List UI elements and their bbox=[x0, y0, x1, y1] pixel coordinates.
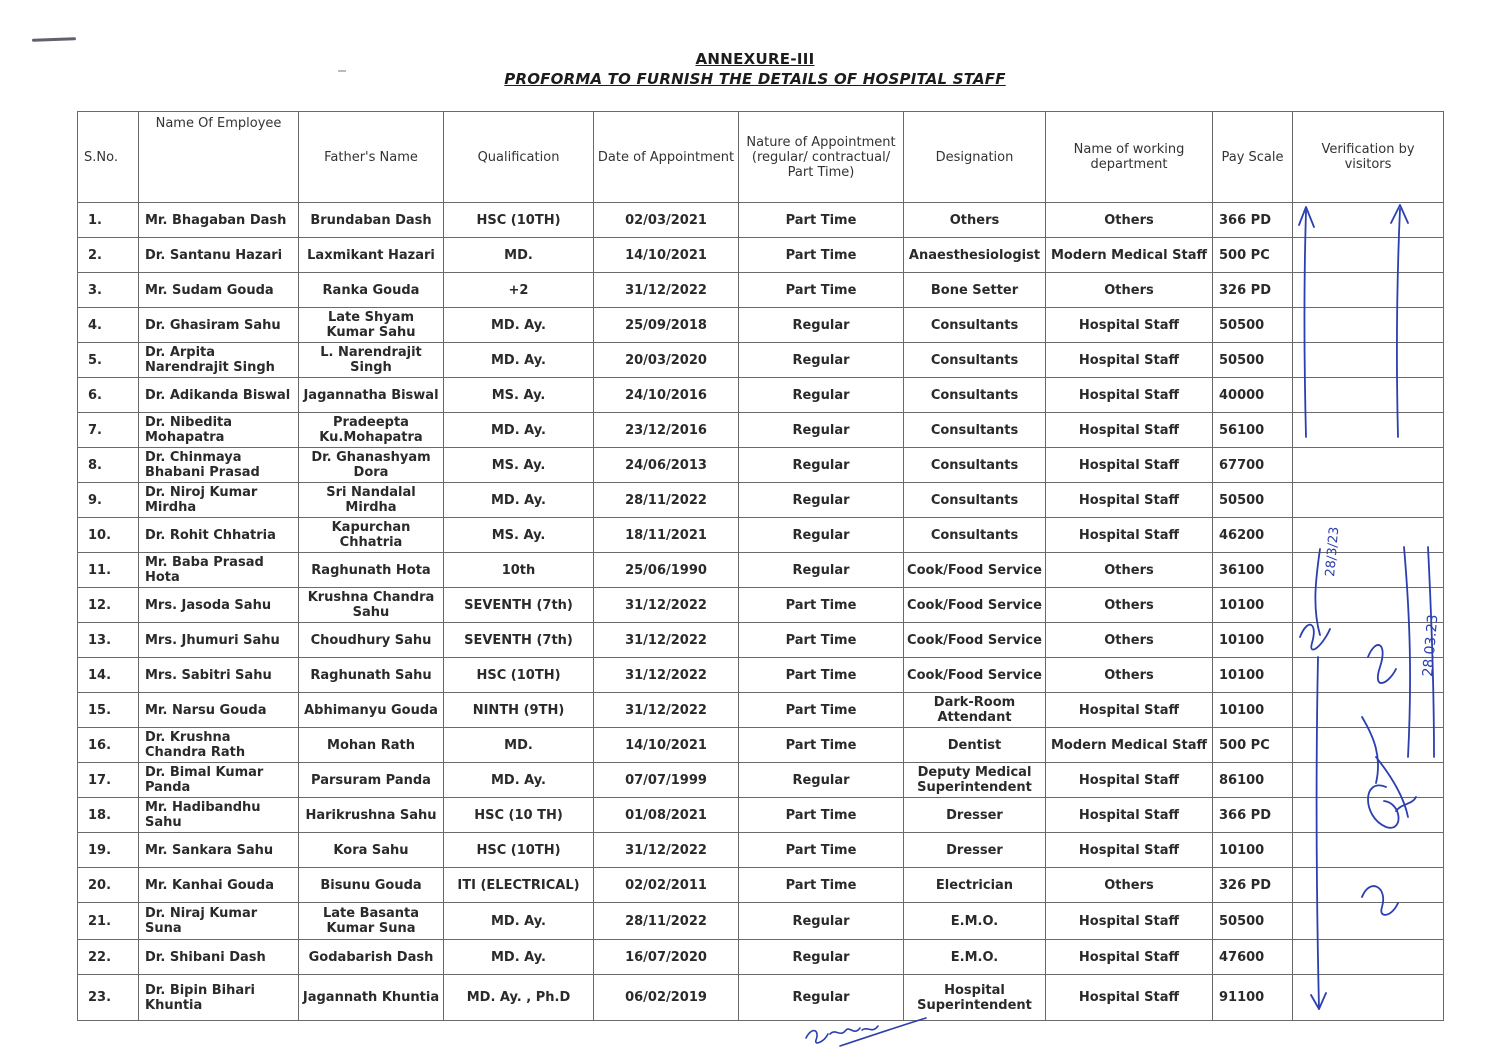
cell-designation: Cook/Food Service bbox=[904, 588, 1046, 623]
cell-pay: 86100 bbox=[1213, 763, 1293, 798]
cell-qualification: NINTH (9TH) bbox=[444, 693, 594, 728]
cell-date: 31/12/2022 bbox=[594, 588, 739, 623]
cell-pay: 36100 bbox=[1213, 553, 1293, 588]
cell-verification bbox=[1293, 238, 1444, 273]
cell-qualification: MD. bbox=[444, 728, 594, 763]
cell-qualification: +2 bbox=[444, 273, 594, 308]
cell-designation: Dresser bbox=[904, 833, 1046, 868]
cell-verification bbox=[1293, 588, 1444, 623]
cell-date: 24/10/2016 bbox=[594, 378, 739, 413]
cell-designation: Hospital Superintendent bbox=[904, 975, 1046, 1021]
cell-pay: 10100 bbox=[1213, 623, 1293, 658]
cell-qualification: HSC (10 TH) bbox=[444, 798, 594, 833]
cell-department: Hospital Staff bbox=[1046, 903, 1213, 940]
cell-designation: Cook/Food Service bbox=[904, 553, 1046, 588]
handwritten-date-2: 28.03.23 bbox=[1420, 613, 1442, 678]
cell-designation: Consultants bbox=[904, 448, 1046, 483]
cell-sno: 8. bbox=[78, 448, 139, 483]
table-row bbox=[78, 518, 1444, 553]
cell-date: 07/07/1999 bbox=[594, 763, 739, 798]
table-header-row bbox=[78, 112, 1444, 203]
cell-qualification: MS. Ay. bbox=[444, 448, 594, 483]
cell-pay: 366 PD bbox=[1213, 203, 1293, 238]
table-row bbox=[78, 763, 1444, 798]
cell-nature: Regular bbox=[739, 975, 904, 1021]
cell-department: Others bbox=[1046, 553, 1213, 588]
cell-pay: 91100 bbox=[1213, 975, 1293, 1021]
cell-qualification: HSC (10TH) bbox=[444, 658, 594, 693]
cell-nature: Regular bbox=[739, 903, 904, 940]
cell-name: Dr. Arpita Narendrajit Singh bbox=[139, 343, 299, 378]
cell-verification bbox=[1293, 413, 1444, 448]
cell-name: Dr. Santanu Hazari bbox=[139, 238, 299, 273]
cell-date: 16/07/2020 bbox=[594, 940, 739, 975]
cell-verification bbox=[1293, 518, 1444, 553]
cell-name: Mr. Bhagaban Dash bbox=[139, 203, 299, 238]
cell-pay: 10100 bbox=[1213, 833, 1293, 868]
cell-sno: 21. bbox=[78, 903, 139, 940]
cell-designation: Bone Setter bbox=[904, 273, 1046, 308]
table-row bbox=[78, 903, 1444, 940]
cell-sno: 5. bbox=[78, 343, 139, 378]
cell-qualification: MD. bbox=[444, 238, 594, 273]
cell-pay: 10100 bbox=[1213, 693, 1293, 728]
cell-pay: 50500 bbox=[1213, 308, 1293, 343]
cell-qualification: MD. Ay. bbox=[444, 343, 594, 378]
cell-pay: 326 PD bbox=[1213, 868, 1293, 903]
cell-pay: 366 PD bbox=[1213, 798, 1293, 833]
cell-sno: 1. bbox=[78, 203, 139, 238]
cell-nature: Regular bbox=[739, 448, 904, 483]
cell-date: 02/03/2021 bbox=[594, 203, 739, 238]
cell-nature: Regular bbox=[739, 553, 904, 588]
cell-nature: Part Time bbox=[739, 728, 904, 763]
cell-designation: Dentist bbox=[904, 728, 1046, 763]
cell-verification bbox=[1293, 308, 1444, 343]
header-father: Father's Name bbox=[299, 112, 444, 203]
cell-verification bbox=[1293, 763, 1444, 798]
cell-name: Mr. Kanhai Gouda bbox=[139, 868, 299, 903]
cell-nature: Part Time bbox=[739, 798, 904, 833]
cell-date: 06/02/2019 bbox=[594, 975, 739, 1021]
cell-qualification: SEVENTH (7th) bbox=[444, 588, 594, 623]
header-sno: S.No. bbox=[78, 112, 139, 203]
cell-verification bbox=[1293, 903, 1444, 940]
cell-department: Hospital Staff bbox=[1046, 378, 1213, 413]
cell-verification bbox=[1293, 693, 1444, 728]
cell-father: Kora Sahu bbox=[299, 833, 444, 868]
cell-name: Mr. Baba Prasad Hota bbox=[139, 553, 299, 588]
cell-date: 23/12/2016 bbox=[594, 413, 739, 448]
cell-father: Raghunath Sahu bbox=[299, 658, 444, 693]
cell-designation: Others bbox=[904, 203, 1046, 238]
cell-pay: 40000 bbox=[1213, 378, 1293, 413]
cell-date: 14/10/2021 bbox=[594, 728, 739, 763]
cell-pay: 50500 bbox=[1213, 483, 1293, 518]
cell-department: Others bbox=[1046, 868, 1213, 903]
cell-department: Others bbox=[1046, 623, 1213, 658]
cell-qualification: MS. Ay. bbox=[444, 378, 594, 413]
cell-sno: 6. bbox=[78, 378, 139, 413]
cell-date: 01/08/2021 bbox=[594, 798, 739, 833]
cell-name: Dr. Bimal Kumar Panda bbox=[139, 763, 299, 798]
cell-designation: Consultants bbox=[904, 483, 1046, 518]
cell-name: Dr. Adikanda Biswal bbox=[139, 378, 299, 413]
table-row bbox=[78, 343, 1444, 378]
cell-qualification: MD. Ay. bbox=[444, 903, 594, 940]
cell-name: Dr. Niraj Kumar Suna bbox=[139, 903, 299, 940]
table-row bbox=[78, 975, 1444, 1021]
table-row bbox=[78, 553, 1444, 588]
cell-qualification: MD. Ay. bbox=[444, 763, 594, 798]
cell-department: Hospital Staff bbox=[1046, 483, 1213, 518]
cell-sno: 10. bbox=[78, 518, 139, 553]
cell-department: Hospital Staff bbox=[1046, 343, 1213, 378]
cell-name: Dr. Niroj Kumar Mirdha bbox=[139, 483, 299, 518]
cell-date: 31/12/2022 bbox=[594, 658, 739, 693]
cell-designation: Dresser bbox=[904, 798, 1046, 833]
cell-designation: Consultants bbox=[904, 378, 1046, 413]
cell-qualification: MD. Ay. bbox=[444, 308, 594, 343]
cell-father: Godabarish Dash bbox=[299, 940, 444, 975]
cell-qualification: ITI (ELECTRICAL) bbox=[444, 868, 594, 903]
cell-nature: Regular bbox=[739, 378, 904, 413]
cell-verification bbox=[1293, 273, 1444, 308]
cell-name: Dr. Ghasiram Sahu bbox=[139, 308, 299, 343]
table-row bbox=[78, 378, 1444, 413]
cell-father: Jagannatha Biswal bbox=[299, 378, 444, 413]
handwritten-date-1: 28/3/23 bbox=[1323, 526, 1343, 578]
table-row bbox=[78, 868, 1444, 903]
cell-department: Hospital Staff bbox=[1046, 940, 1213, 975]
cell-nature: Regular bbox=[739, 518, 904, 553]
cell-date: 31/12/2022 bbox=[594, 623, 739, 658]
cell-qualification: MD. Ay. bbox=[444, 940, 594, 975]
cell-nature: Part Time bbox=[739, 238, 904, 273]
cell-nature: Part Time bbox=[739, 693, 904, 728]
cell-father: Krushna Chandra Sahu bbox=[299, 588, 444, 623]
cell-nature: Part Time bbox=[739, 833, 904, 868]
cell-designation: Consultants bbox=[904, 308, 1046, 343]
header-department: Name of working department bbox=[1046, 112, 1213, 203]
cell-pay: 500 PC bbox=[1213, 728, 1293, 763]
cell-name: Dr. Chinmaya Bhabani Prasad bbox=[139, 448, 299, 483]
cell-verification bbox=[1293, 448, 1444, 483]
cell-sno: 12. bbox=[78, 588, 139, 623]
document-header bbox=[0, 50, 1495, 88]
table-row bbox=[78, 833, 1444, 868]
header-nature: Nature of Appointment (regular/ contractual/ Part Time) bbox=[739, 112, 904, 203]
cell-qualification: MS. Ay. bbox=[444, 518, 594, 553]
cell-department: Modern Medical Staff bbox=[1046, 238, 1213, 273]
table-row bbox=[78, 238, 1444, 273]
table-row bbox=[78, 623, 1444, 658]
cell-father: Jagannath Khuntia bbox=[299, 975, 444, 1021]
cell-nature: Regular bbox=[739, 483, 904, 518]
table-row bbox=[78, 728, 1444, 763]
cell-department: Hospital Staff bbox=[1046, 693, 1213, 728]
cell-qualification: SEVENTH (7th) bbox=[444, 623, 594, 658]
cell-sno: 20. bbox=[78, 868, 139, 903]
cell-sno: 11. bbox=[78, 553, 139, 588]
cell-sno: 19. bbox=[78, 833, 139, 868]
cell-pay: 326 PD bbox=[1213, 273, 1293, 308]
cell-sno: 16. bbox=[78, 728, 139, 763]
table-row bbox=[78, 588, 1444, 623]
cell-name: Dr. Rohit Chhatria bbox=[139, 518, 299, 553]
cell-department: Hospital Staff bbox=[1046, 798, 1213, 833]
cell-father: Choudhury Sahu bbox=[299, 623, 444, 658]
cell-father: Abhimanyu Gouda bbox=[299, 693, 444, 728]
cell-pay: 10100 bbox=[1213, 588, 1293, 623]
cell-verification bbox=[1293, 203, 1444, 238]
cell-verification bbox=[1293, 728, 1444, 763]
cell-verification bbox=[1293, 798, 1444, 833]
corner-scan-mark bbox=[32, 37, 76, 42]
cell-verification bbox=[1293, 833, 1444, 868]
table-row bbox=[78, 448, 1444, 483]
cell-nature: Part Time bbox=[739, 623, 904, 658]
cell-date: 24/06/2013 bbox=[594, 448, 739, 483]
table-row bbox=[78, 940, 1444, 975]
cell-qualification: 10th bbox=[444, 553, 594, 588]
cell-father: L. Narendrajit Singh bbox=[299, 343, 444, 378]
cell-designation: Anaesthesiologist bbox=[904, 238, 1046, 273]
cell-designation: Dark-Room Attendant bbox=[904, 693, 1046, 728]
cell-sno: 18. bbox=[78, 798, 139, 833]
cell-nature: Part Time bbox=[739, 203, 904, 238]
cell-verification bbox=[1293, 940, 1444, 975]
table-row bbox=[78, 693, 1444, 728]
cell-father: Harikrushna Sahu bbox=[299, 798, 444, 833]
cell-pay: 50500 bbox=[1213, 903, 1293, 940]
cell-verification bbox=[1293, 975, 1444, 1021]
cell-date: 31/12/2022 bbox=[594, 693, 739, 728]
cell-department: Others bbox=[1046, 658, 1213, 693]
cell-name: Dr. Nibedita Mohapatra bbox=[139, 413, 299, 448]
cell-date: 18/11/2021 bbox=[594, 518, 739, 553]
cell-name: Mr. Hadibandhu Sahu bbox=[139, 798, 299, 833]
cell-department: Hospital Staff bbox=[1046, 518, 1213, 553]
cell-name: Mrs. Sabitri Sahu bbox=[139, 658, 299, 693]
cell-sno: 4. bbox=[78, 308, 139, 343]
footer-signature-icon bbox=[800, 1012, 930, 1052]
cell-nature: Regular bbox=[739, 763, 904, 798]
cell-nature: Part Time bbox=[739, 273, 904, 308]
cell-nature: Part Time bbox=[739, 588, 904, 623]
cell-designation: Deputy Medical Superintendent bbox=[904, 763, 1046, 798]
table-row bbox=[78, 203, 1444, 238]
cell-sno: 22. bbox=[78, 940, 139, 975]
cell-department: Others bbox=[1046, 273, 1213, 308]
cell-date: 28/11/2022 bbox=[594, 903, 739, 940]
cell-nature: Part Time bbox=[739, 868, 904, 903]
cell-sno: 9. bbox=[78, 483, 139, 518]
cell-nature: Regular bbox=[739, 413, 904, 448]
cell-sno: 14. bbox=[78, 658, 139, 693]
cell-designation: Cook/Food Service bbox=[904, 658, 1046, 693]
table-row bbox=[78, 483, 1444, 518]
cell-date: 14/10/2021 bbox=[594, 238, 739, 273]
cell-department: Hospital Staff bbox=[1046, 975, 1213, 1021]
cell-verification bbox=[1293, 483, 1444, 518]
cell-verification bbox=[1293, 553, 1444, 588]
cell-nature: Part Time bbox=[739, 658, 904, 693]
cell-pay: 500 PC bbox=[1213, 238, 1293, 273]
cell-department: Modern Medical Staff bbox=[1046, 728, 1213, 763]
cell-sno: 17. bbox=[78, 763, 139, 798]
cell-date: 20/03/2020 bbox=[594, 343, 739, 378]
table-row bbox=[78, 273, 1444, 308]
cell-verification bbox=[1293, 343, 1444, 378]
header-qualification: Qualification bbox=[444, 112, 594, 203]
header-verification: Verification by visitors bbox=[1293, 112, 1444, 203]
cell-designation: Consultants bbox=[904, 413, 1046, 448]
cell-sno: 15. bbox=[78, 693, 139, 728]
cell-pay: 67700 bbox=[1213, 448, 1293, 483]
cell-date: 31/12/2022 bbox=[594, 833, 739, 868]
cell-qualification: HSC (10TH) bbox=[444, 833, 594, 868]
cell-date: 31/12/2022 bbox=[594, 273, 739, 308]
cell-father: Ranka Gouda bbox=[299, 273, 444, 308]
cell-name: Dr. Shibani Dash bbox=[139, 940, 299, 975]
cell-qualification: MD. Ay. bbox=[444, 413, 594, 448]
cell-name: Mr. Sankara Sahu bbox=[139, 833, 299, 868]
cell-pay: 10100 bbox=[1213, 658, 1293, 693]
cell-father: Laxmikant Hazari bbox=[299, 238, 444, 273]
table-row bbox=[78, 308, 1444, 343]
cell-sno: 7. bbox=[78, 413, 139, 448]
cell-designation: E.M.O. bbox=[904, 903, 1046, 940]
cell-qualification: HSC (10TH) bbox=[444, 203, 594, 238]
cell-name: Dr. Bipin Bihari Khuntia bbox=[139, 975, 299, 1021]
cell-father: Kapurchan Chhatria bbox=[299, 518, 444, 553]
cell-sno: 13. bbox=[78, 623, 139, 658]
cell-father: Late Basanta Kumar Suna bbox=[299, 903, 444, 940]
cell-name: Mrs. Jasoda Sahu bbox=[139, 588, 299, 623]
hospital-staff-table bbox=[77, 111, 1444, 1021]
cell-designation: Consultants bbox=[904, 343, 1046, 378]
cell-pay: 47600 bbox=[1213, 940, 1293, 975]
cell-department: Hospital Staff bbox=[1046, 413, 1213, 448]
cell-sno: 3. bbox=[78, 273, 139, 308]
header-name: Name Of Employee bbox=[139, 112, 299, 203]
table-row bbox=[78, 798, 1444, 833]
cell-verification bbox=[1293, 868, 1444, 903]
cell-sno: 23. bbox=[78, 975, 139, 1021]
cell-father: Brundaban Dash bbox=[299, 203, 444, 238]
table-row bbox=[78, 413, 1444, 448]
cell-date: 25/06/1990 bbox=[594, 553, 739, 588]
cell-nature: Regular bbox=[739, 343, 904, 378]
header-date: Date of Appointment bbox=[594, 112, 739, 203]
cell-father: Raghunath Hota bbox=[299, 553, 444, 588]
cell-department: Hospital Staff bbox=[1046, 833, 1213, 868]
cell-name: Mrs. Jhumuri Sahu bbox=[139, 623, 299, 658]
cell-designation: E.M.O. bbox=[904, 940, 1046, 975]
cell-nature: Regular bbox=[739, 940, 904, 975]
cell-department: Others bbox=[1046, 203, 1213, 238]
header-pay: Pay Scale bbox=[1213, 112, 1293, 203]
cell-qualification: MD. Ay. , Ph.D bbox=[444, 975, 594, 1021]
cell-designation: Cook/Food Service bbox=[904, 623, 1046, 658]
cell-nature: Regular bbox=[739, 308, 904, 343]
cell-father: Pradeepta Ku.Mohapatra bbox=[299, 413, 444, 448]
cell-pay: 50500 bbox=[1213, 343, 1293, 378]
cell-designation: Electrician bbox=[904, 868, 1046, 903]
cell-father: Parsuram Panda bbox=[299, 763, 444, 798]
cell-father: Mohan Rath bbox=[299, 728, 444, 763]
header-designation: Designation bbox=[904, 112, 1046, 203]
cell-father: Dr. Ghanashyam Dora bbox=[299, 448, 444, 483]
cell-qualification: MD. Ay. bbox=[444, 483, 594, 518]
annexure-title: ANNEXURE-III bbox=[695, 50, 815, 68]
cell-department: Others bbox=[1046, 588, 1213, 623]
cell-verification bbox=[1293, 623, 1444, 658]
cell-name: Mr. Narsu Gouda bbox=[139, 693, 299, 728]
cell-father: Bisunu Gouda bbox=[299, 868, 444, 903]
cell-name: Mr. Sudam Gouda bbox=[139, 273, 299, 308]
table-row bbox=[78, 658, 1444, 693]
cell-father: Late Shyam Kumar Sahu bbox=[299, 308, 444, 343]
cell-verification bbox=[1293, 658, 1444, 693]
cell-department: Hospital Staff bbox=[1046, 448, 1213, 483]
cell-date: 02/02/2011 bbox=[594, 868, 739, 903]
cell-date: 25/09/2018 bbox=[594, 308, 739, 343]
cell-department: Hospital Staff bbox=[1046, 308, 1213, 343]
proforma-title: PROFORMA TO FURNISH THE DETAILS OF HOSPITAL STAFF bbox=[504, 70, 1006, 88]
cell-verification bbox=[1293, 378, 1444, 413]
cell-designation: Consultants bbox=[904, 518, 1046, 553]
cell-father: Sri Nandalal Mirdha bbox=[299, 483, 444, 518]
cell-name: Dr. Krushna Chandra Rath bbox=[139, 728, 299, 763]
cell-pay: 56100 bbox=[1213, 413, 1293, 448]
cell-department: Hospital Staff bbox=[1046, 763, 1213, 798]
cell-sno: 2. bbox=[78, 238, 139, 273]
cell-date: 28/11/2022 bbox=[594, 483, 739, 518]
cell-pay: 46200 bbox=[1213, 518, 1293, 553]
